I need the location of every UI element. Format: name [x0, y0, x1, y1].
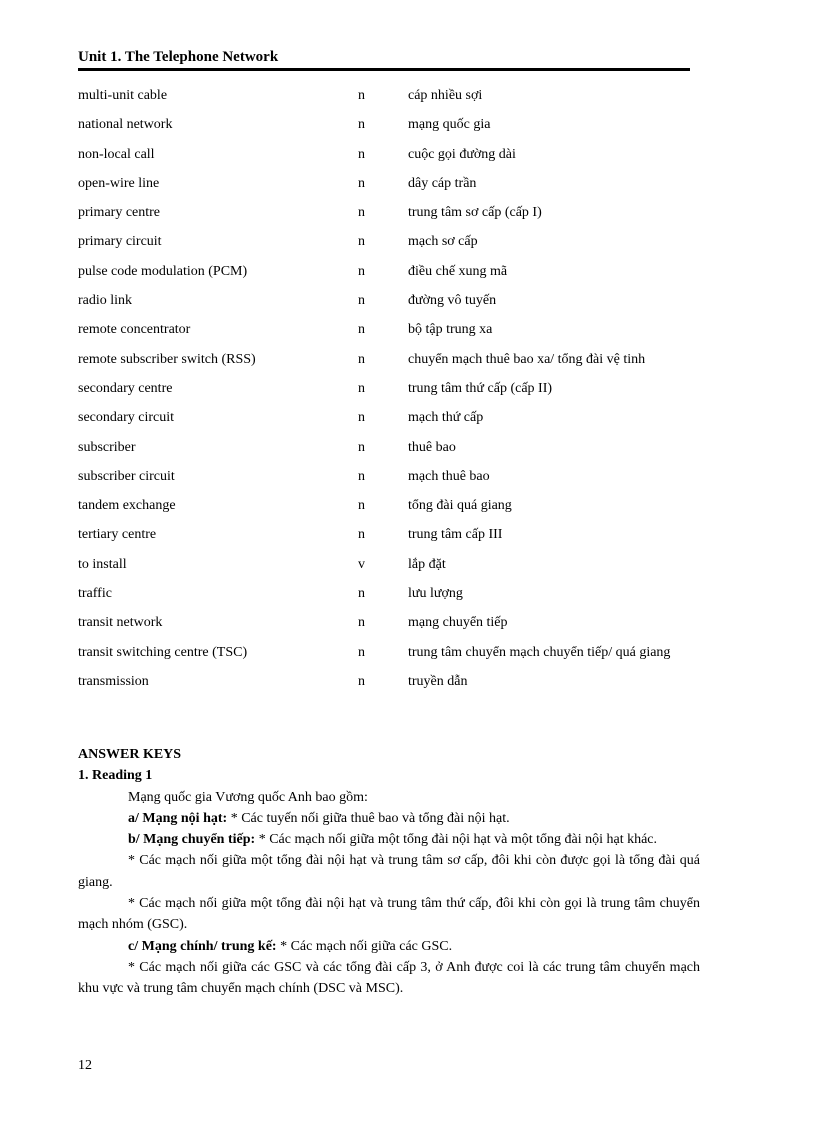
vocab-meaning: truyền dẫn	[408, 673, 468, 689]
text-a: * Các tuyến nối giữa thuê bao và tổng đài nội hạt.	[227, 810, 510, 826]
vocab-term: subscriber circuit	[78, 468, 175, 484]
vocab-part-of-speech: n	[358, 673, 365, 689]
vocab-meaning: mạch thuê bao	[408, 468, 490, 484]
vocab-part-of-speech: n	[358, 351, 365, 367]
vocab-row	[78, 115, 703, 135]
vocab-part-of-speech: v	[358, 556, 365, 572]
vocab-term: remote concentrator	[78, 322, 191, 338]
vocab-term: secondary circuit	[78, 410, 175, 426]
vocab-part-of-speech: n	[358, 146, 365, 162]
vocab-term: primary circuit	[78, 234, 162, 250]
unit-title: Unit 1. The Telephone Network	[78, 49, 279, 65]
running-header	[78, 47, 690, 71]
vocab-part-of-speech: n	[358, 615, 365, 631]
vocab-part-of-speech: n	[358, 498, 365, 514]
vocab-row	[78, 555, 703, 575]
text-c: * Các mạch nối giữa các GSC.	[276, 938, 453, 954]
vocab-term: remote subscriber switch (RSS)	[78, 351, 256, 367]
vocab-meaning: lắp đặt	[408, 556, 446, 572]
paragraph-a	[78, 808, 700, 829]
vocab-part-of-speech: n	[358, 205, 365, 221]
vocab-part-of-speech: n	[358, 410, 365, 426]
vocab-part-of-speech: n	[358, 234, 365, 250]
paragraph-b-item3: * Các mạch nối giữa một tổng đài nội hạt và trung tâm thứ cấp, đôi khi còn gọi là trung tâm chuyển mạch nhóm (GSC).	[78, 896, 700, 933]
paragraph-c-item2: * Các mạch nối giữa các GSC và các tổng đài cấp 3, ở Anh được coi là các trung tâm chuyển mạch khu vực và trung tâm chuyển mạch chính (DSC và MSC).	[78, 959, 700, 997]
vocab-meaning: thuê bao	[408, 439, 456, 455]
vocab-row	[78, 438, 703, 458]
vocab-row	[78, 643, 703, 663]
vocab-term: secondary centre	[78, 380, 173, 396]
vocab-term: national network	[78, 117, 173, 133]
vocab-term: pulse code modulation (PCM)	[78, 263, 248, 279]
vocab-term: subscriber	[78, 439, 136, 455]
answer-keys-section	[78, 744, 700, 1000]
vocab-term: transit network	[78, 615, 163, 631]
vocab-row	[78, 145, 703, 165]
vocab-term: non-local call	[78, 146, 155, 162]
vocab-meaning: chuyển mạch thuê bao xa/ tổng đài vệ tinh	[408, 351, 646, 367]
vocab-term: transit switching centre (TSC)	[78, 644, 248, 660]
vocab-part-of-speech: n	[358, 586, 365, 602]
vocab-meaning: lưu lượng	[408, 586, 463, 602]
vocab-row	[78, 525, 703, 545]
vocab-row	[78, 613, 703, 633]
vocab-meaning: cuộc gọi đường dài	[408, 146, 516, 162]
vocab-term: tandem exchange	[78, 498, 176, 514]
vocab-row	[78, 291, 703, 311]
vocab-row	[78, 672, 703, 692]
vocab-part-of-speech: n	[358, 439, 365, 455]
vocabulary-list	[78, 86, 703, 701]
vocab-meaning: trung tâm sơ cấp (cấp I)	[408, 205, 542, 221]
vocab-meaning: tổng đài quá giang	[408, 498, 512, 514]
paragraph-c	[78, 936, 700, 957]
label-b: b/ Mạng chuyển tiếp:	[128, 832, 256, 848]
vocab-row	[78, 467, 703, 487]
answer-keys-heading: ANSWER KEYS	[78, 747, 182, 762]
vocab-meaning: mạch thứ cấp	[408, 410, 484, 426]
vocab-term: multi-unit cable	[78, 88, 168, 103]
vocab-row	[78, 408, 703, 428]
vocab-meaning: điều chế xung mã	[408, 263, 508, 279]
vocab-part-of-speech: n	[358, 117, 365, 133]
paragraph-b-item2: * Các mạch nối giữa một tổng đài nội hạt và trung tâm sơ cấp, đôi khi còn được gọi là tổng đài quá giang.	[78, 853, 700, 890]
vocab-row	[78, 350, 703, 370]
text-b: * Các mạch nối giữa một tổng đài nội hạt và một tổng đài nội hạt khác.	[255, 832, 658, 848]
vocab-meaning: trung tâm cấp III	[408, 527, 503, 543]
vocab-term: transmission	[78, 673, 149, 689]
vocab-meaning: mạch sơ cấp	[408, 234, 478, 250]
vocab-meaning: mạng chuyển tiếp	[408, 615, 508, 631]
label-a: a/ Mạng nội hạt:	[128, 810, 228, 826]
vocab-row	[78, 584, 703, 604]
vocab-meaning: bộ tập trung xa	[408, 322, 493, 338]
label-c: c/ Mạng chính/ trung kế:	[128, 938, 277, 954]
vocab-meaning: cáp nhiều sợi	[408, 88, 483, 103]
vocab-part-of-speech: n	[358, 644, 365, 660]
vocab-meaning: trung tâm thứ cấp (cấp II)	[408, 380, 553, 396]
vocab-part-of-speech: n	[358, 380, 365, 396]
vocab-row	[78, 203, 703, 223]
vocab-term: tertiary centre	[78, 527, 157, 543]
vocab-term: open-wire line	[78, 175, 160, 191]
reading-title: 1. Reading 1	[78, 768, 153, 784]
vocab-term: traffic	[78, 586, 112, 602]
vocab-part-of-speech: n	[358, 468, 365, 484]
vocab-part-of-speech: n	[358, 175, 365, 191]
vocab-row	[78, 232, 703, 252]
vocab-meaning: dây cáp trần	[408, 175, 477, 191]
vocab-part-of-speech: n	[358, 88, 365, 103]
vocab-term: to install	[78, 556, 127, 572]
paragraph-b	[78, 829, 700, 850]
intro-paragraph: Mạng quốc gia Vương quốc Anh bao gồm:	[128, 789, 368, 805]
vocab-part-of-speech: n	[358, 527, 365, 543]
vocab-part-of-speech: n	[358, 322, 365, 338]
vocab-row	[78, 320, 703, 340]
vocab-meaning: trung tâm chuyển mạch chuyển tiếp/ quá giang	[408, 644, 671, 660]
page-number: 12	[78, 1058, 92, 1073]
vocab-meaning: mạng quốc gia	[408, 117, 491, 133]
vocab-part-of-speech: n	[358, 263, 365, 279]
vocab-row	[78, 379, 703, 399]
vocab-row	[78, 86, 703, 106]
vocab-row	[78, 262, 703, 282]
vocab-term: primary centre	[78, 205, 161, 221]
vocab-term: radio link	[78, 293, 133, 309]
vocab-part-of-speech: n	[358, 293, 365, 309]
vocab-row	[78, 496, 703, 516]
vocab-meaning: đường vô tuyến	[408, 293, 497, 309]
vocab-row	[78, 174, 703, 194]
